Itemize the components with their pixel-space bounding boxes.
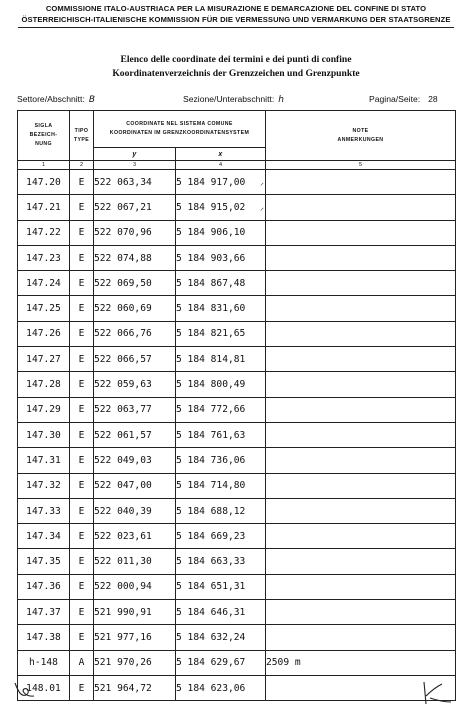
coordinate-y: 522 011,30 <box>94 549 176 574</box>
coordinate-x: 5 184 714,80 <box>176 473 266 498</box>
initials-signature-left <box>12 679 40 701</box>
point-type: E <box>70 524 94 549</box>
table-row <box>18 675 456 700</box>
coordinate-x: 5 184 867,48 <box>176 271 266 296</box>
note-cell <box>266 296 456 321</box>
coordinate-x: 5 184 646,31 <box>176 600 266 625</box>
table-row <box>18 195 456 220</box>
coordinate-y: 522 047,00 <box>94 473 176 498</box>
point-type: E <box>70 574 94 599</box>
point-designation: 147.21 <box>18 195 70 220</box>
note-cell <box>266 321 456 346</box>
coordinate-x: 5 184 821,65 <box>176 321 266 346</box>
table-row <box>18 321 456 346</box>
point-designation: 147.32 <box>18 473 70 498</box>
table-row <box>18 271 456 296</box>
point-type: E <box>70 498 94 523</box>
coordinate-y: 521 964,72 <box>94 675 176 700</box>
coordinate-y: 522 074,88 <box>94 245 176 270</box>
coordinate-x: 5 184 915,02 <box>176 195 266 220</box>
table-row <box>18 625 456 650</box>
note-cell <box>260 195 456 220</box>
point-type: E <box>70 600 94 625</box>
point-type: E <box>70 296 94 321</box>
coordinate-y: 521 977,16 <box>94 625 176 650</box>
table-row <box>18 296 456 321</box>
point-type: E <box>70 448 94 473</box>
coordinate-y: 522 049,03 <box>94 448 176 473</box>
sector-label: Settore/Abschnitt: <box>17 94 85 104</box>
column-header-x: x <box>176 148 266 161</box>
coordinate-y: 522 060,69 <box>94 296 176 321</box>
point-designation: 148.01 <box>18 675 70 700</box>
point-type: A <box>70 650 94 675</box>
column-header-type: TIPO TYPE <box>70 111 94 161</box>
coordinate-x: 5 184 651,31 <box>176 574 266 599</box>
point-type: E <box>70 549 94 574</box>
column-number-row <box>18 161 456 170</box>
coordinate-x: 5 184 772,66 <box>176 397 266 422</box>
coordinate-x: 5 184 663,33 <box>176 549 266 574</box>
point-type: E <box>70 473 94 498</box>
document-title-german: Koordinatenverzeichnis der Grenzzeichen und Grenzpunkte <box>112 68 360 79</box>
coordinate-y: 522 059,63 <box>94 372 176 397</box>
point-designation: 147.22 <box>18 220 70 245</box>
page-field <box>369 94 438 104</box>
coordinate-x: 5 184 736,06 <box>176 448 266 473</box>
point-designation: 147.24 <box>18 271 70 296</box>
note-cell <box>266 574 456 599</box>
point-designation: 147.37 <box>18 600 70 625</box>
coordinate-x: 5 184 917,00 <box>176 170 266 195</box>
sector-value: B <box>88 95 96 105</box>
note-cell: 2509 m <box>266 650 456 675</box>
note-cell <box>266 498 456 523</box>
note-cell <box>266 372 456 397</box>
coordinate-x: 5 184 906,10 <box>176 220 266 245</box>
point-designation: 147.20 <box>18 170 70 195</box>
table-header-row <box>18 111 456 148</box>
table-row <box>18 372 456 397</box>
point-type: E <box>70 347 94 372</box>
table-row <box>18 245 456 270</box>
table-row <box>18 170 456 195</box>
point-designation: 147.25 <box>18 296 70 321</box>
point-designation: 147.28 <box>18 372 70 397</box>
table-row <box>18 650 456 675</box>
table-row <box>18 524 456 549</box>
table-row <box>18 347 456 372</box>
point-designation: 147.29 <box>18 397 70 422</box>
note-cell <box>266 245 456 270</box>
table-row <box>18 448 456 473</box>
column-number: 4 <box>176 161 266 170</box>
point-designation: 147.33 <box>18 498 70 523</box>
column-header-coordinates: COORDINATE NEL SISTEMA COMUNE KOORDINATEN IM GRENZKOORDINATENSYSTEM <box>94 111 266 148</box>
point-designation: 147.36 <box>18 574 70 599</box>
table-row <box>18 397 456 422</box>
point-type: E <box>70 675 94 700</box>
section-value: h <box>278 95 284 105</box>
point-designation: 147.31 <box>18 448 70 473</box>
table-row <box>18 600 456 625</box>
coordinate-x: 5 184 761,63 <box>176 422 266 447</box>
check-mark-icon: ⸝ <box>260 177 264 187</box>
page-label: Pagina/Seite: <box>369 94 421 104</box>
coordinate-x: 5 184 623,06 <box>176 675 266 700</box>
point-designation: 147.26 <box>18 321 70 346</box>
point-type: E <box>70 321 94 346</box>
coordinate-y: 522 067,21 <box>94 195 176 220</box>
point-designation: 147.30 <box>18 422 70 447</box>
point-designation: h-148 <box>18 650 70 675</box>
coordinate-y: 522 061,57 <box>94 422 176 447</box>
coordinate-y: 522 023,61 <box>94 524 176 549</box>
coordinate-x: 5 184 814,81 <box>176 347 266 372</box>
column-header-y: y <box>94 148 176 161</box>
note-cell <box>266 448 456 473</box>
coordinate-y: 522 063,77 <box>94 397 176 422</box>
commission-title-italian: COMMISSIONE ITALO-AUSTRIACA PER LA MISURAZIONE E DEMARCAZIONE DEL CONFINE DI STATO <box>45 4 427 13</box>
note-cell <box>266 347 456 372</box>
column-number: 3 <box>94 161 176 170</box>
point-type: E <box>70 422 94 447</box>
point-type: E <box>70 245 94 270</box>
table-row <box>18 473 456 498</box>
note-cell <box>266 271 456 296</box>
coordinate-y: 521 990,91 <box>94 600 176 625</box>
coordinate-y: 522 066,57 <box>94 347 176 372</box>
table-row <box>18 498 456 523</box>
coordinate-x: 5 184 903,66 <box>176 245 266 270</box>
point-designation: 147.27 <box>18 347 70 372</box>
section-field <box>183 94 284 105</box>
section-label: Sezione/Unterabschnitt: <box>183 94 275 104</box>
check-mark-icon: ⸝ <box>260 202 264 212</box>
table-row <box>18 220 456 245</box>
column-header-notes: NOTE ANMERKUNGEN <box>266 111 456 161</box>
point-designation: 147.34 <box>18 524 70 549</box>
note-cell <box>266 625 456 650</box>
point-designation: 147.38 <box>18 625 70 650</box>
coordinate-x: 5 184 632,24 <box>176 625 266 650</box>
point-type: E <box>70 170 94 195</box>
header-rule <box>18 27 454 28</box>
coordinates-table <box>17 110 456 701</box>
point-type: E <box>70 625 94 650</box>
coordinate-y: 522 040,39 <box>94 498 176 523</box>
point-type: E <box>70 397 94 422</box>
page-number: 28 <box>428 94 438 104</box>
point-designation: 147.35 <box>18 549 70 574</box>
coordinate-x: 5 184 831,60 <box>176 296 266 321</box>
commission-title-german: ÖSTERREICHISCH-ITALIENISCHE KOMMISSION FÜR DIE VERMESSUNG UND VERMARKUNG DER STAATSGRENZE <box>21 15 451 24</box>
coordinate-x: 5 184 669,23 <box>176 524 266 549</box>
coordinate-x: 5 184 629,67 <box>176 650 266 675</box>
note-cell <box>266 524 456 549</box>
table-row <box>18 574 456 599</box>
coordinate-x: 5 184 800,49 <box>176 372 266 397</box>
note-cell <box>266 473 456 498</box>
coordinate-y: 522 066,76 <box>94 321 176 346</box>
point-type: E <box>70 372 94 397</box>
note-cell <box>266 600 456 625</box>
point-type: E <box>70 220 94 245</box>
point-designation: 147.23 <box>18 245 70 270</box>
column-number: 2 <box>70 161 94 170</box>
column-number: 1 <box>18 161 70 170</box>
coordinate-y: 522 070,96 <box>94 220 176 245</box>
note-cell <box>266 397 456 422</box>
coordinate-y: 522 069,50 <box>94 271 176 296</box>
column-number: 5 <box>266 161 456 170</box>
note-cell <box>266 220 456 245</box>
coordinate-y: 522 063,34 <box>94 170 176 195</box>
table-row <box>18 549 456 574</box>
document-title-italian: Elenco delle coordinate dei termini e dei punti di confine <box>120 54 352 65</box>
coordinate-y: 521 970,26 <box>94 650 176 675</box>
point-type: E <box>70 271 94 296</box>
initials-signature-right <box>420 680 454 706</box>
point-type: E <box>70 195 94 220</box>
note-cell <box>266 549 456 574</box>
column-header-designation: SIGLA BEZEICH- NUNG <box>18 111 70 161</box>
note-cell <box>266 422 456 447</box>
note-cell <box>260 170 456 195</box>
table-row <box>18 422 456 447</box>
sector-field <box>17 94 95 105</box>
coordinate-x: 5 184 688,12 <box>176 498 266 523</box>
coordinate-y: 522 000,94 <box>94 574 176 599</box>
